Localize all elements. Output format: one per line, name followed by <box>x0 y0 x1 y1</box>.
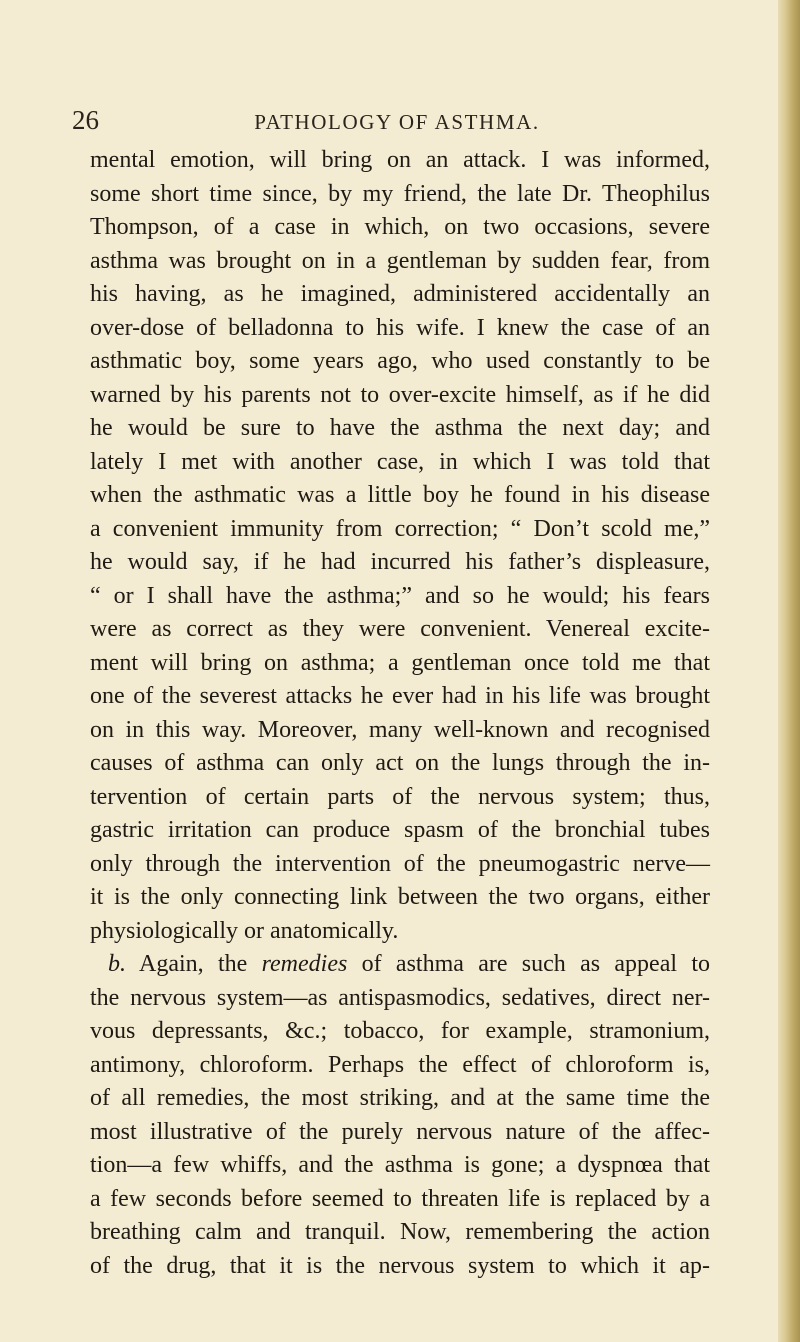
paragraph-b-first-line <box>90 948 710 982</box>
text-line: tervention of certain parts of the nervous system; thus, <box>90 783 710 810</box>
text-span: Again, the <box>126 951 262 977</box>
text-line: some short time since, by my friend, the late Dr. Theophilus <box>90 180 710 207</box>
text-line: tion—a few whiffs, and the asthma is gone; a dyspnœa that <box>90 1152 710 1178</box>
text-line: “ or I shall have the asthma;” and so he would; his fears <box>90 582 710 609</box>
text-line: he would say, if he had incurred his father’s displeasure, <box>90 549 710 575</box>
text-line: a convenient immunity from correction; “ Don’t scold me,” <box>90 515 710 542</box>
text-line: most illustrative of the purely nervous nature of the affec- <box>90 1118 710 1145</box>
text-line: asthma was brought on in a gentleman by sudden fear, from <box>90 247 710 274</box>
text-line: of all remedies, the most striking, and at the same time the <box>90 1085 710 1111</box>
text-line: mental emotion, will bring on an attack. I was informed, <box>90 147 710 173</box>
text-line: only through the intervention of the pneumogastric nerve— <box>90 850 710 877</box>
text-line: the nervous system—as antispasmodics, sedatives, direct ner- <box>90 984 710 1011</box>
page-binding-edge <box>778 0 800 1342</box>
text-line: Thompson, of a case in which, on two occasions, severe <box>90 214 710 240</box>
text-line: of the drug, that it is the nervous system to which it ap- <box>90 1252 710 1279</box>
text-line: his having, as he imagined, administered accidentally an <box>90 281 710 307</box>
page-header <box>72 100 722 140</box>
text-line: vous depressants, &c.; tobacco, for example, stramonium, <box>90 1018 710 1044</box>
text-span: of asthma are such as appeal to <box>347 951 710 977</box>
text-line: breathing calm and tranquil. Now, remembering the action <box>90 1219 710 1245</box>
text-line: asthmatic boy, some years ago, who used constantly to be <box>90 348 710 374</box>
running-title: PATHOLOGY OF ASTHMA. <box>254 110 540 134</box>
page-number: 26 <box>72 105 99 135</box>
text-line: were as correct as they were convenient. Venereal excite- <box>90 616 710 642</box>
body-text <box>90 144 710 1283</box>
text-line: over-dose of belladonna to his wife. I knew the case of an <box>90 314 710 341</box>
text-line: antimony, chloroform. Perhaps the effect of chloroform is, <box>90 1051 710 1078</box>
emphasis-remedies: remedies <box>261 951 348 977</box>
text-line: causes of asthma can only act on the lungs through the in- <box>90 750 710 776</box>
text-line: one of the severest attacks he ever had in his life was brought <box>90 683 710 709</box>
text-line: warned by his parents not to over-excite himself, as if he did <box>90 381 710 408</box>
text-line: physiologically or anatomically. <box>90 917 399 944</box>
text-line: a few seconds before seemed to threaten life is replaced by a <box>90 1185 710 1212</box>
paragraph-label: b. <box>108 951 126 977</box>
text-line: on in this way. Moreover, many well-known and recognised <box>90 716 710 743</box>
text-line: when the asthmatic was a little boy he found in his disease <box>90 482 710 508</box>
text-line: he would be sure to have the asthma the next day; and <box>90 415 710 441</box>
text-line: it is the only connecting link between the two organs, either <box>90 884 710 910</box>
text-line: lately I met with another case, in which I was told that <box>90 448 710 475</box>
text-line: gastric irritation can produce spasm of the bronchial tubes <box>90 817 710 843</box>
text-line: ment will bring on asthma; a gentleman once told me that <box>90 649 710 676</box>
